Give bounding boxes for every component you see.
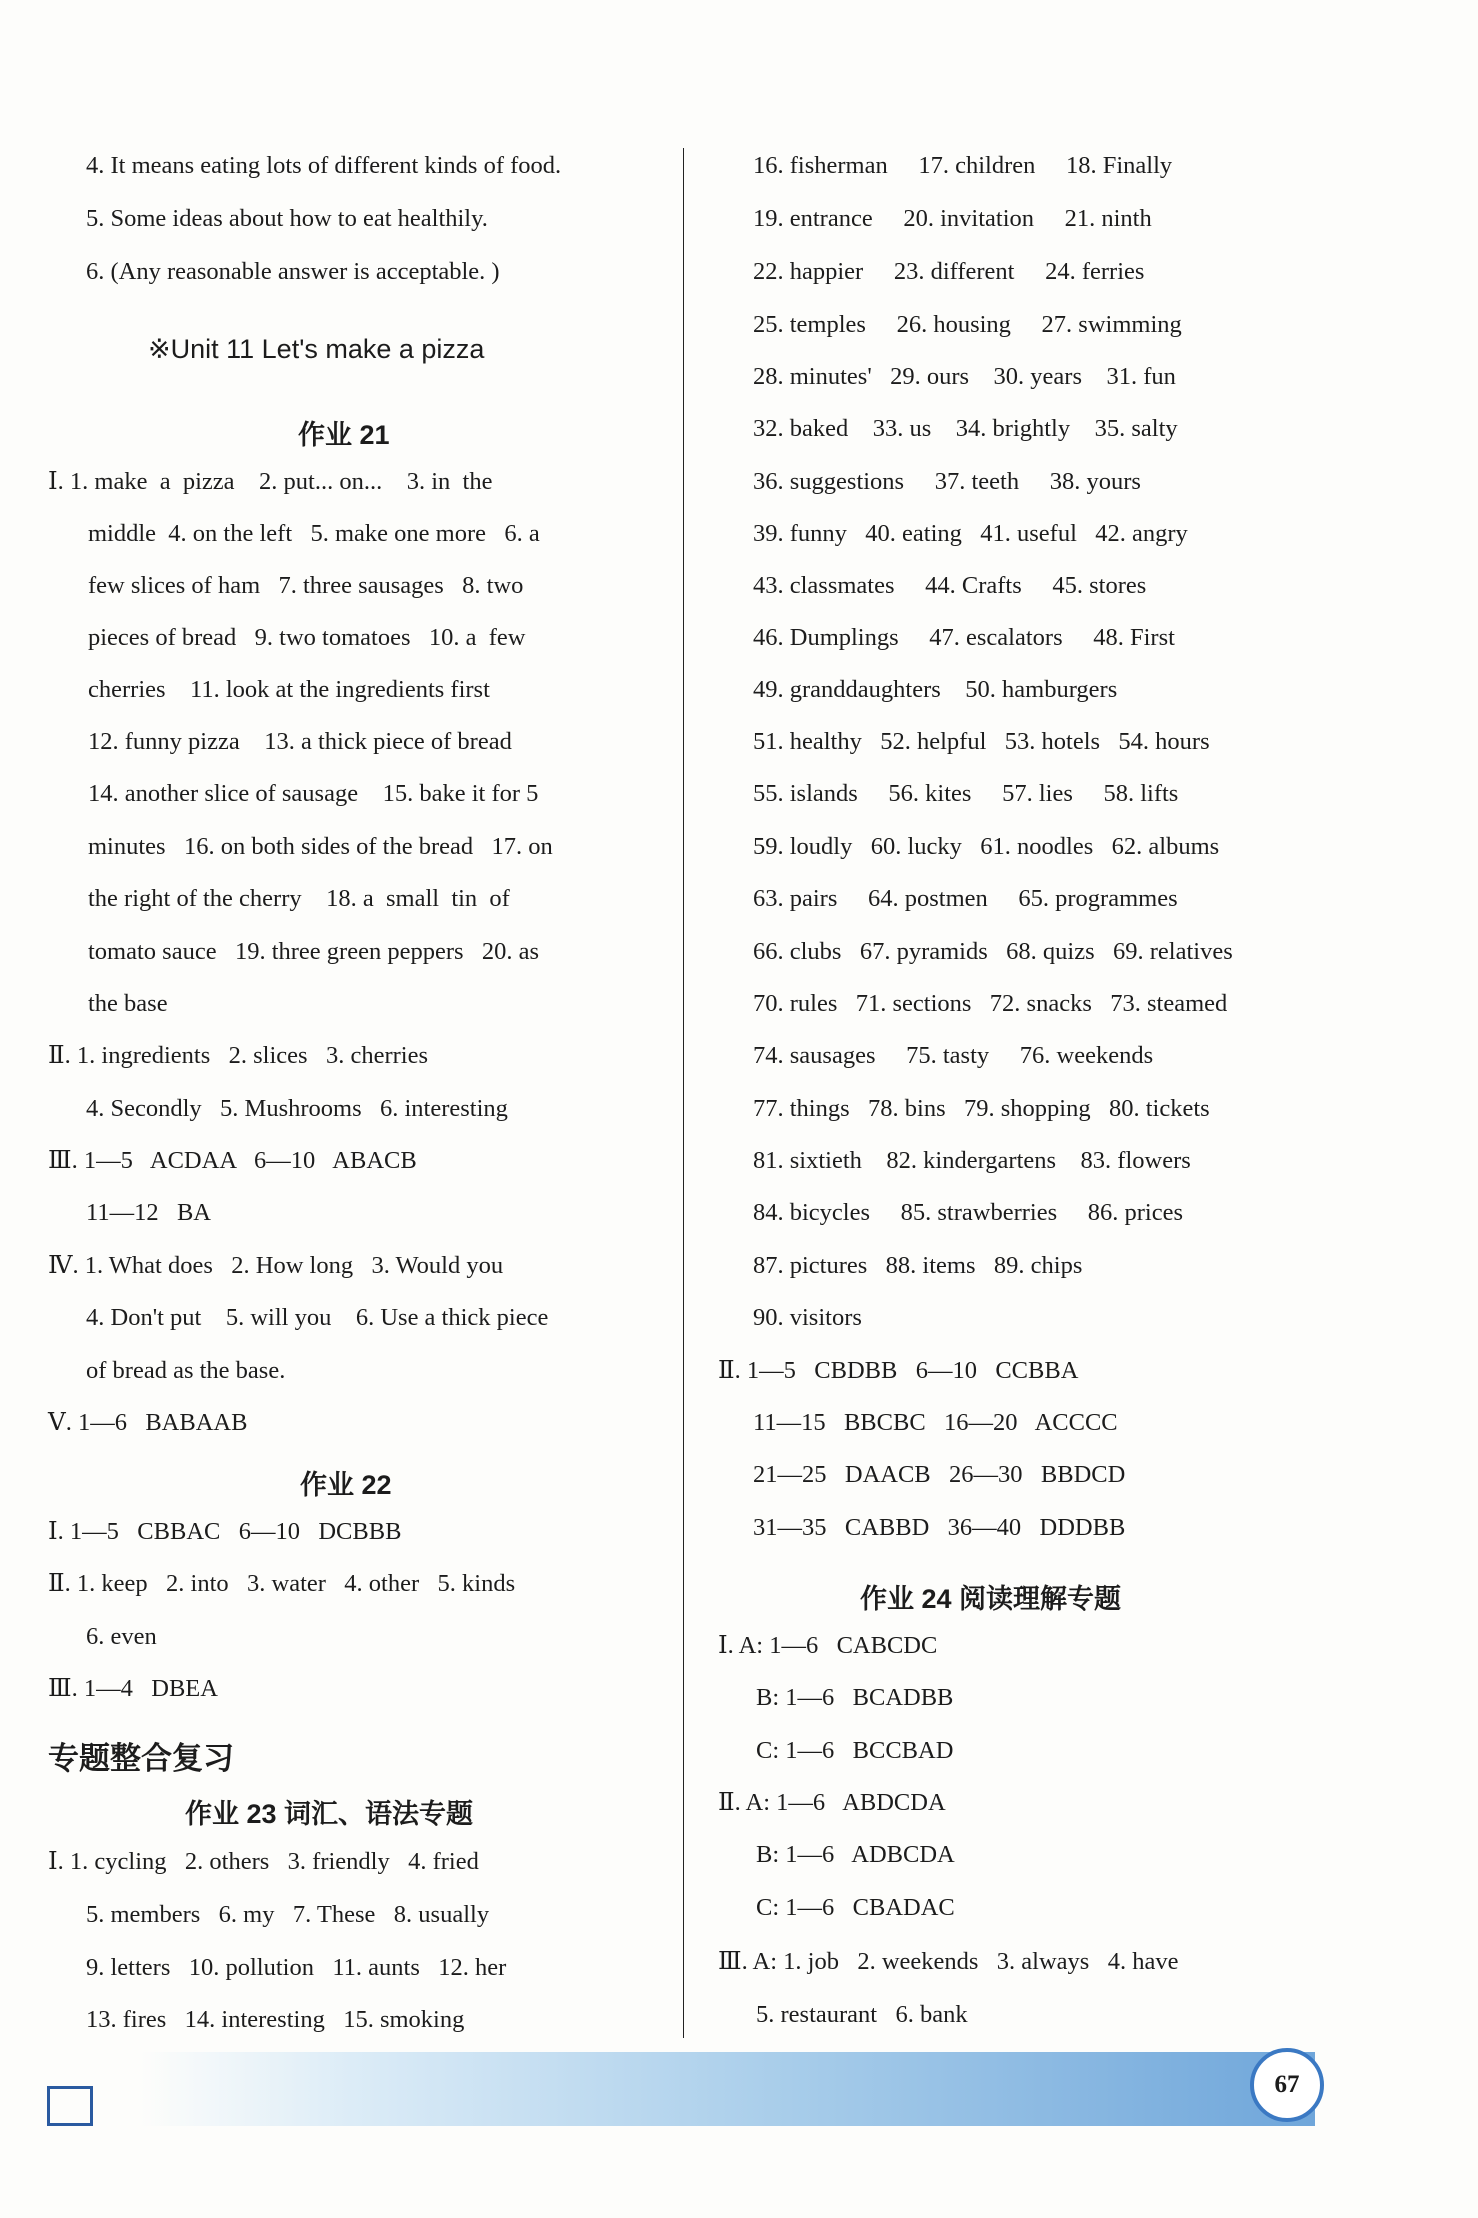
- answer-line: C: 1—6 CBADAC: [756, 1894, 955, 1921]
- hw23-title: 作业 23 词汇、语法专题: [185, 1799, 474, 1829]
- answer-line: 6. even: [86, 1623, 157, 1650]
- answer-line: 87. pictures 88. items 89. chips: [753, 1252, 1083, 1279]
- answer-line: 14. another slice of sausage 15. bake it for 5: [88, 780, 539, 807]
- answer-line: 84. bicycles 85. strawberries 86. prices: [753, 1199, 1183, 1226]
- hw22-title: 作业 22: [300, 1470, 392, 1500]
- answer-line: 22. happier 23. different 24. ferries: [753, 258, 1145, 285]
- intro-line: 5. Some ideas about how to eat healthily.: [86, 205, 488, 232]
- answer-line: Ⅰ. 1. cycling 2. others 3. friendly 4. fried: [48, 1848, 479, 1875]
- answer-line: 5. restaurant 6. bank: [756, 2001, 968, 2028]
- answer-line: pieces of bread 9. two tomatoes 10. a few: [88, 624, 526, 651]
- answer-line: middle 4. on the left 5. make one more 6. a: [88, 520, 540, 547]
- answer-line: C: 1—6 BCCBAD: [756, 1737, 954, 1764]
- answer-line: Ⅲ. A: 1. job 2. weekends 3. always 4. have: [718, 1948, 1179, 1975]
- answer-line: cherries 11. look at the ingredients first: [88, 676, 490, 703]
- answer-line: the right of the cherry 18. a small tin of: [88, 885, 510, 912]
- answer-line: Ⅳ. 1. What does 2. How long 3. Would you: [48, 1252, 504, 1279]
- answer-line: 12. funny pizza 13. a thick piece of bread: [88, 728, 512, 755]
- answer-line: B: 1—6 BCADBB: [756, 1684, 954, 1711]
- corner-box: [47, 2086, 93, 2126]
- answer-line: B: 1—6 ADBCDA: [756, 1841, 955, 1868]
- answer-line: 31—35 CABBD 36—40 DDDBB: [753, 1514, 1126, 1541]
- intro-line: 6. (Any reasonable answer is acceptable. ): [86, 258, 500, 285]
- answer-line: the base: [88, 990, 168, 1017]
- answer-line: 55. islands 56. kites 57. lies 58. lifts: [753, 780, 1179, 807]
- review-title: 专题整合复习: [48, 1741, 234, 1776]
- unit-title: ※Unit 11 Let's make a pizza: [148, 334, 485, 364]
- answer-line: few slices of ham 7. three sausages 8. two: [88, 572, 524, 599]
- footer-bar: [140, 2052, 1315, 2126]
- answer-line: Ⅱ. 1. ingredients 2. slices 3. cherries: [48, 1042, 428, 1069]
- answer-line: Ⅴ. 1—6 BABAAB: [48, 1409, 248, 1436]
- answer-line: 39. funny 40. eating 41. useful 42. angry: [753, 520, 1188, 547]
- answer-line: 5. members 6. my 7. These 8. usually: [86, 1901, 490, 1928]
- answer-line: 74. sausages 75. tasty 76. weekends: [753, 1042, 1154, 1069]
- answer-line: 77. things 78. bins 79. shopping 80. tickets: [753, 1095, 1210, 1122]
- answer-line: 43. classmates 44. Crafts 45. stores: [753, 572, 1147, 599]
- answer-line: tomato sauce 19. three green peppers 20. as: [88, 938, 540, 965]
- answer-line: 63. pairs 64. postmen 65. programmes: [753, 885, 1178, 912]
- answer-line: 51. healthy 52. helpful 53. hotels 54. hours: [753, 728, 1210, 755]
- answer-line: Ⅲ. 1—4 DBEA: [48, 1675, 218, 1702]
- answer-line: Ⅱ. 1. keep 2. into 3. water 4. other 5. kinds: [48, 1570, 516, 1597]
- answer-line: 59. loudly 60. lucky 61. noodles 62. albums: [753, 833, 1220, 860]
- answer-line: 4. Don't put 5. will you 6. Use a thick piece: [86, 1304, 549, 1331]
- answer-line: 19. entrance 20. invitation 21. ninth: [753, 205, 1152, 232]
- answer-line: Ⅰ. 1—5 CBBAC 6—10 DCBBB: [48, 1518, 402, 1545]
- answer-line: Ⅰ. A: 1—6 CABCDC: [718, 1632, 938, 1659]
- answer-line: 9. letters 10. pollution 11. aunts 12. her: [86, 1954, 507, 1981]
- answer-line: 11—12 BA: [86, 1199, 212, 1226]
- answer-line: 11—15 BBCBC 16—20 ACCCC: [753, 1409, 1118, 1436]
- answer-line: 25. temples 26. housing 27. swimming: [753, 311, 1182, 338]
- page-number: 67: [1250, 2048, 1324, 2122]
- answer-line: of bread as the base.: [86, 1357, 286, 1384]
- answer-line: 28. minutes' 29. ours 30. years 31. fun: [753, 363, 1176, 390]
- answer-line: 32. baked 33. us 34. brightly 35. salty: [753, 415, 1178, 442]
- answer-line: Ⅲ. 1—5 ACDAA 6—10 ABACB: [48, 1147, 417, 1174]
- answer-line: 49. granddaughters 50. hamburgers: [753, 676, 1118, 703]
- answer-line: 16. fisherman 17. children 18. Finally: [753, 152, 1173, 179]
- answer-line: 36. suggestions 37. teeth 38. yours: [753, 468, 1141, 495]
- intro-line: 4. It means eating lots of different kinds of food.: [86, 152, 562, 179]
- answer-line: 70. rules 71. sections 72. snacks 73. steamed: [753, 990, 1228, 1017]
- column-divider: [683, 148, 684, 2038]
- answer-line: 13. fires 14. interesting 15. smoking: [86, 2006, 465, 2033]
- answer-line: Ⅰ. 1. make a pizza 2. put... on... 3. in the: [48, 468, 493, 495]
- hw21-title: 作业 21: [298, 420, 390, 450]
- answer-line: 66. clubs 67. pyramids 68. quizs 69. relatives: [753, 938, 1233, 965]
- answer-line: 21—25 DAACB 26—30 BBDCD: [753, 1461, 1126, 1488]
- hw24-title: 作业 24 阅读理解专题: [860, 1584, 1122, 1614]
- answer-line: 46. Dumplings 47. escalators 48. First: [753, 624, 1175, 651]
- answer-line: Ⅱ. 1—5 CBDBB 6—10 CCBBA: [718, 1357, 1079, 1384]
- answer-line: Ⅱ. A: 1—6 ABDCDA: [718, 1789, 946, 1816]
- answer-line: 4. Secondly 5. Mushrooms 6. interesting: [86, 1095, 508, 1122]
- answer-line: minutes 16. on both sides of the bread 17. on: [88, 833, 553, 860]
- answer-line: 81. sixtieth 82. kindergartens 83. flowers: [753, 1147, 1191, 1174]
- answer-line: 90. visitors: [753, 1304, 862, 1331]
